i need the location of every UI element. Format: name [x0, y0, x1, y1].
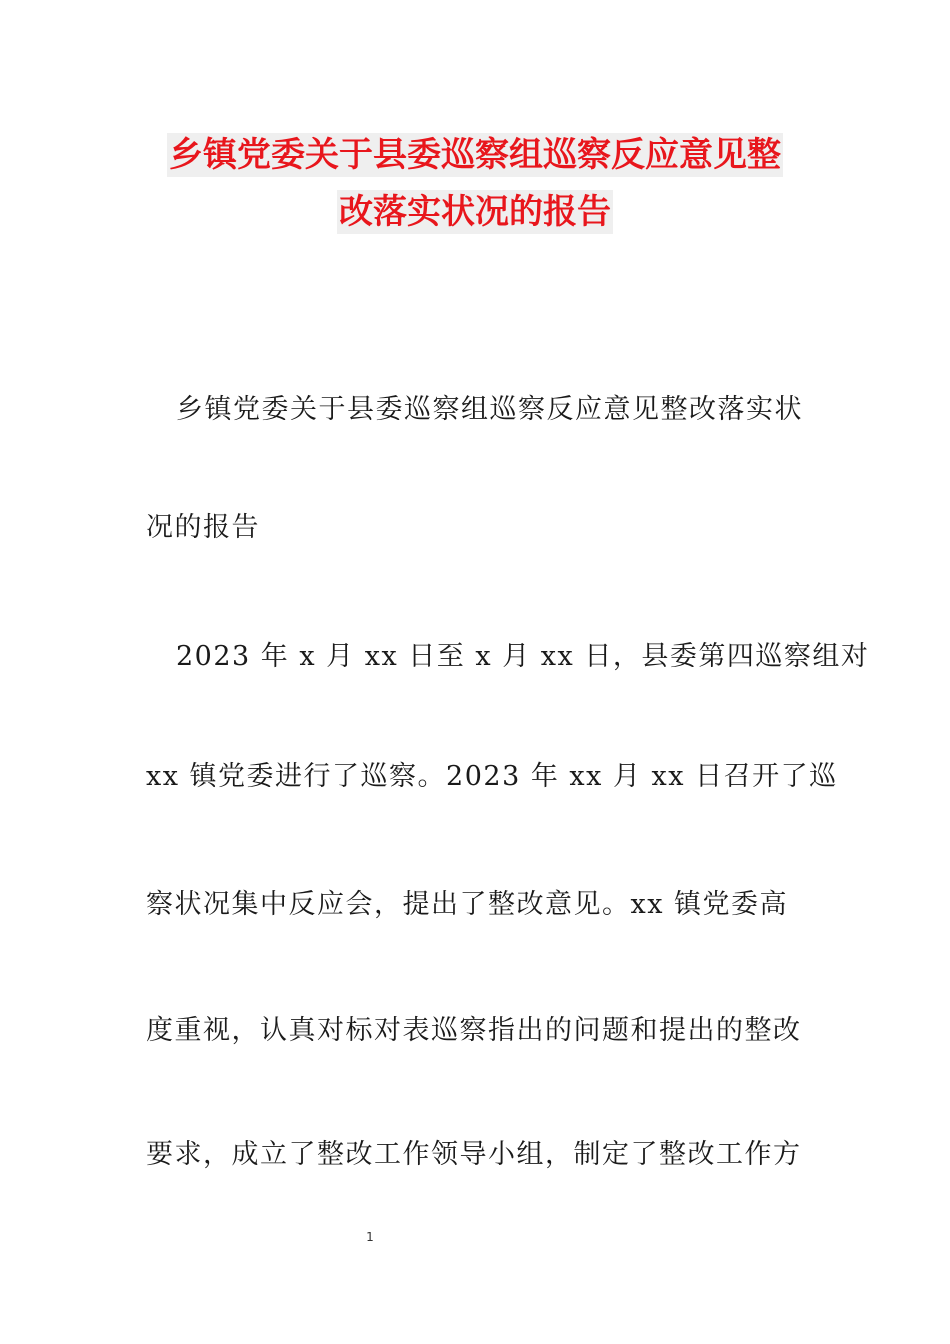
document-title-line-1 [0, 133, 950, 177]
body-line: 乡镇党委关于县委巡察组巡察反应意见整改落实状 [176, 394, 803, 425]
body-line: 2023 年 x 月 xx 日至 x 月 xx 日，县委第四巡察组对 [176, 641, 870, 672]
title-text-1: 乡镇党委关于县委巡察组巡察反应意见整 [169, 135, 781, 175]
body-line: 察状况集中反应会，提出了整改意见。xx 镇党委高 [146, 889, 789, 920]
body-line: xx 镇党委进行了巡察。2023 年 xx 月 xx 日召开了巡 [146, 761, 838, 792]
body-line: 度重视，认真对标对表巡察指出的问题和提出的整改 [146, 1015, 802, 1046]
page-number: 1 [366, 1230, 374, 1244]
title-text-2: 改落实状况的报告 [339, 192, 611, 232]
body-line: 况的报告 [146, 512, 260, 543]
body-line: 要求，成立了整改工作领导小组，制定了整改工作方 [146, 1139, 802, 1170]
document-title-line-2 [0, 190, 950, 234]
